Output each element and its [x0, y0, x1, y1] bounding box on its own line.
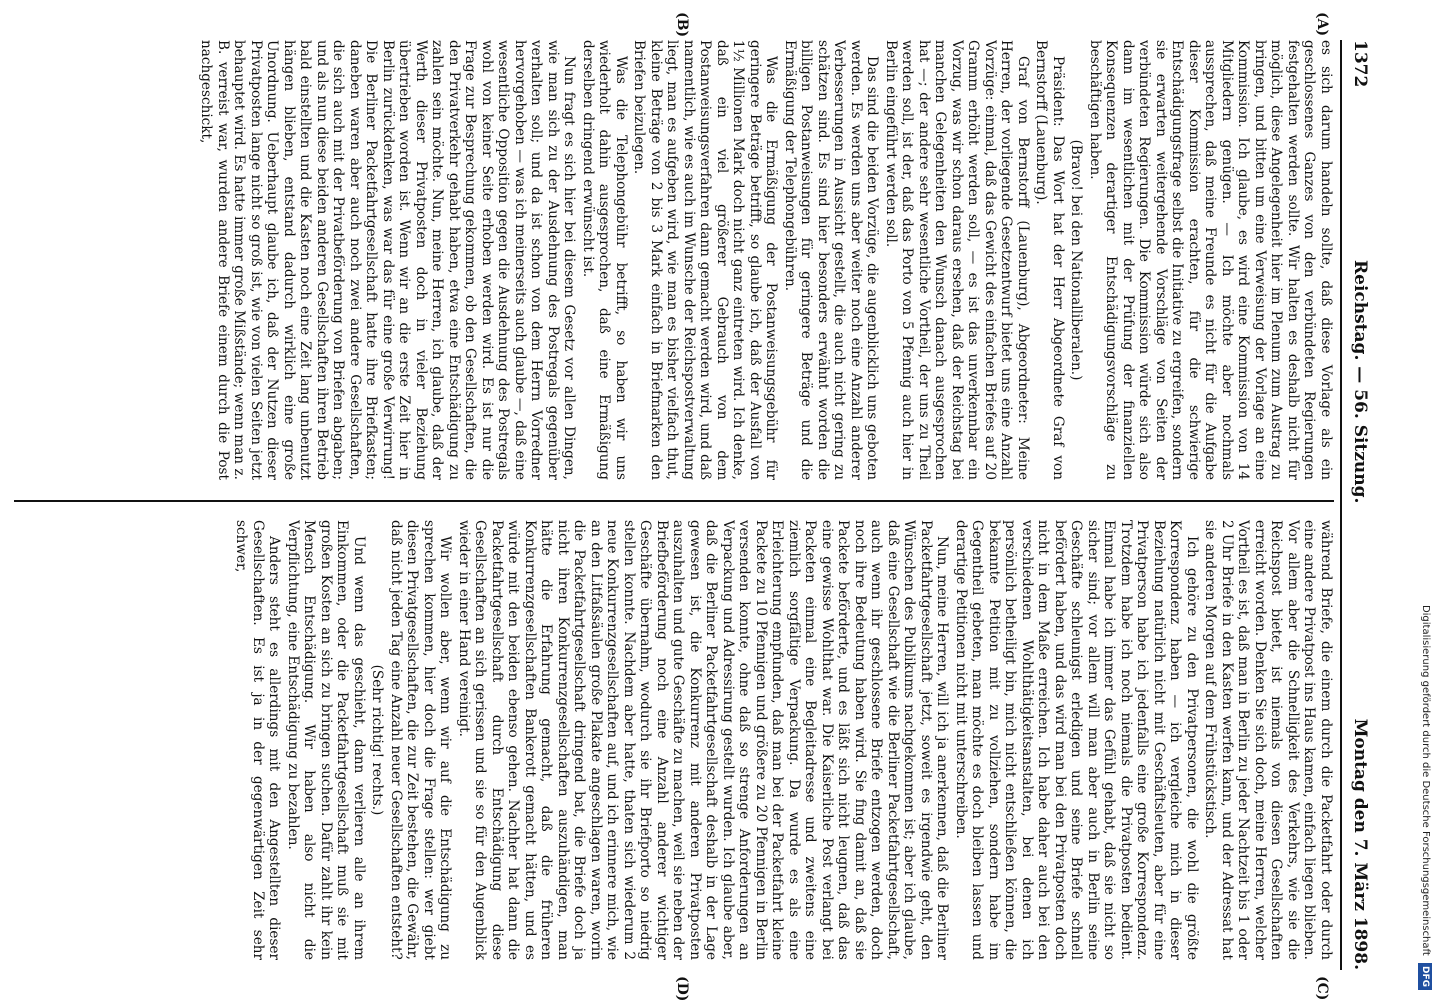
dfg-logo: DFG — [1418, 963, 1432, 990]
digitization-credit — [1418, 10, 1432, 990]
paragraph: Nun, meine Herren, will ich ja anerkennen, daß die Berliner Packetfahrtgesellschaft jetzt, soweit es irgendwie geht, den Wünschen des Publikums nachgekommen ist; aber ich glaube, daß eine Gesellschaft wie die Berliner Packetfahrtgesellschaft, auch wenn ihr geschlossene Briefe entzogen werden, doch noch ihre Bedeutung haben wird. Sie fing damit an, daß sie Packete beförderte, und es läßt sich nicht leugnen, daß das eine gewisse Wohlthat war. Die Kaiserliche Post verlangt bei Packeten einmal eine Begleitadresse und zweitens eine ziemlich sorgfältige Verpackung. Da wurde es als eine Erleichterung empfunden, daß man bei der Packetfahrt kleine Packete zu 10 Pfennigen und größere zu 20 Pfennigen in Berlin versenden konnte, ohne daß so strenge Anforderungen an Verpackung und Adressirung gestellt wurden. Ich glaube aber, daß die Berliner Packetfahrtgesellschaft deshalb in der Lage gewesen ist, die Konkurrenz mit anderen Privatposten auszuhalten und gute Geschäfte zu machen, weil sie neben der Briefbeförderung noch eine Anzahl anderer wichtiger Geschäfte übernahm, wodurch sie ihr Briefporto so niedrig stellen konnte. Nachdem aber hatte, thaten sich wiederum 2 neue Konkurrenzgesellschaften auf, und ich erinnere mich, wie an den Litfaßsäulen große Plakate angeschlagen waren, worin die Packetfahrtgesellschaft dringend bat, die Briefe doch ja nicht ihren Konkurrenzgesellschaften auszuhändigen, man hätte die Erfahrung gemacht, daß die früheren Konkurrenzgesellschaften Bankerott gemacht hätten, und es würde mit den beiden ebenso gehen. Nachher hat dann die Packetfahrtgesellschaft durch Entschädigung diese Gesellschaften an sich gerissen und sie so für den Augenblick wieder in einer Hand vereinigt. — [456, 520, 951, 960]
president-speech: Präsident: Das Wort hat der Herr Abgeordnete Graf von Bernstorff (Lauenburg). — [1033, 40, 1066, 480]
header-session-title: Reichstag. — 56. Sitzung. — [1350, 260, 1370, 504]
header-date: Montag den 7. März 1898. — [1350, 718, 1370, 970]
column-divider — [14, 500, 1334, 502]
paragraph: Das sind die beiden Vorzüge, die augenblicklich uns geboten werden. Es werden uns aber weiter noch eine Anzahl anderer Verbesserungen in Aussicht gestellt, die auch nicht gering zu schätzen sind. Es sind hier besonders erwähnt worden die billigen Postanweisungen für geringere Beträge und die Ermäßigung der Telephongebühren. — [782, 40, 881, 480]
credit-text: Digitalisierung gefördert durch die Deutsche Forschungsgemeinschaft — [1420, 604, 1431, 956]
paragraph: Anders steht es allerdings mit den Angestellten dieser Gesellschaften. Es ist ja in der gegenwärtigen Zeit sehr schwer, — [233, 520, 283, 960]
paragraph: Und wenn das geschieht, dann verlieren alle an ihrem Einkommen, oder die Packetfahrtgesellschaft muß sie mit großen Kosten an sich zu bringen suchen. Dafür zahlt ihr kein Mensch Entschädigung. Wir haben also nicht die Verpflichtung, eine Entschädigung zu bezahlen. — [285, 520, 367, 960]
applause-note: (Bravo! bei den Nationalliberalen.) — [1068, 139, 1085, 381]
paragraph: Nun fragt es sich hier bei diesem Gesetz vor allen Dingen, wie man sich zu der Ausdehnung des Postregals gegenüber verhalten soll; und da ist schon von dem Herrn Vorredner hervorgehoben — was ich meinerseits auch glaube —, daß eine wesentliche Opposition gegen die Ausdehnung des Postregals wohl von keiner Seite erhoben werden wird. Es ist nur die Frage zur Besprechung gekommen, ob den Gesellschaften, die den Privatverkehr gehabt haben, etwa eine Entschädigung zu zahlen sein möchte. Nun, meine Herren, ich glaube, daß der Werth dieser Privatposten doch in vieler Beziehung übertrieben worden ist. Wenn wir an die erste Zeit hier in Berlin zurückdenken, was war das für eine große Verwirrung! Die Berliner Packetfahrtgesellschaft hatte ihre Briefkasten; daneben waren aber auch noch zwei andere Gesellschaften, die sich auch mit der Privatbeförderung von Briefen abgaben; und als nun diese beiden anderen Gesellschaften ihren Betrieb bald einstellten und die Kasten noch eine Zeit lang unbenutzt hängen blieben, entstand dadurch wirklich eine große Unordnung. Ueberhaupt glaube ich, daß der Nutzen dieser Privatposten lange nicht so groß ist, wie von vielen Seiten jetzt behauptet wird. Es hatte immer große Mißstände; wenn man z. B. verreist war, wurden andere Briefe einem durch die Post nachgeschickt, — [198, 40, 578, 480]
paragraph: Was die Telephongebühr betrifft, so haben wir uns wiederholt dahin ausgesprochen, daß eine Ermäßigung derselben dringend erwünscht ist. — [580, 40, 629, 480]
margin-marker-d: (D) — [674, 976, 690, 1001]
paragraph: Ich gehöre zu den Privatpersonen, die wohl die größte Korrespondenz haben — ich vergleiche mich in dieser Beziehung natürlich nicht mit Geschäftsleuten, aber für eine Privatperson habe ich jedenfalls eine große Korrespondenz. Trotzdem habe ich noch niemals die Privatposten bedient. Einmal habe ich immer das Gefühl gehabt, daß sie nicht so sicher sind; vor allem will man aber auch in Berlin seine Geschäfte schleunigst erledigen und seine Briefe schnell befördert haben, und das wird man bei den Privatposten doch nicht in dem Maße erreichen. Ich habe daher auch bei den verschiedenen Wohlthätigkeitsanstalten, bei denen ich persönlich betheiligt bin, mich nicht entschließen können, die bekannte Petition mit zu vollziehen, sondern habe im Gegentheil gebeten, man möchte es doch bleiben lassen und derartige Petitionen nicht mit unterschreiben. — [953, 520, 1200, 960]
speaker-paragraph: Graf von Bernstorff (Lauenburg), Abgeordneter: Meine Herren, der vorliegende Gesetzentwurf bietet uns eine Anzahl Vorzüge: einmal, daß das Gewicht des einfachen Briefes auf 20 Gramm erhöht werden soll, — es ist das unverkennbar ein Vorzug, was wir schon daraus ersehen, daß der Reichstag bei manchen Gelegenheiten den Wunsch danach ausgesprochen hat —; der andere sehr wesentliche Vortheil, der uns zu Theil werden soll, ist der, daß das Porto von 5 Pfennig auch hier in Berlin eingeführt werden soll. — [883, 40, 1031, 480]
interjection-note: (Sehr richtig! rechts.) — [369, 664, 386, 816]
margin-marker-c: (C) — [1314, 976, 1330, 1001]
page-header — [1340, 40, 1378, 970]
left-text-column — [14, 40, 1334, 480]
paragraph: Wir wollen aber, wenn wir auf die Entschädigung zu sprechen kommen, hier doch die Frage stellen: wer giebt diesen Privatgesellschaften, die zur Zeit bestehen, die Gewähr, daß nicht jeden Tag eine Anzahl neuer Gesellschaften entsteht? — [388, 520, 454, 960]
paragraph: während Briefe, die einem durch die Packetfahrt oder durch eine andere Privatpost ins Haus kamen, einfach liegen blieben. Vor allem aber die Schnelligkeit des Verkehrs, wie sie die Reichspost bietet, ist niemals von diesen Gesellschaften erreicht worden. Denken Sie sich doch, meine Herren, welcher Vortheil es ist, daß man in Berlin zu jeder Nachtzeit bis 1 oder 2 Uhr Briefe in den Kasten werfen kann, und der Adressat hat sie anderen Morgen auf dem Frühstückstisch. — [1202, 520, 1334, 960]
paragraph: Was die Ermäßigung der Postanweisungsgebühr für geringere Beträge betrifft, so glaube ich, daß der Ausfall von 1½ Millionen Mark doch nicht ganz eintreten wird. Ich denke, daß ein viel größerer Gebrauch von dem Postanweisungsverfahren dann gemacht werden wird, und daß namentlich, wie es auch im Wunsche der Reichspostverwaltung liegt, man es aufgeben wird, wie man es bisher vielfach thut, kleine Beträge von 2 bis 3 Mark einfach in Briefmarken den Briefen beizulegen. — [631, 40, 780, 480]
right-text-column — [14, 520, 1334, 960]
page-number: 1372 — [1350, 40, 1370, 88]
margin-marker-b: (B) — [674, 12, 690, 38]
paragraph: es sich darum handeln sollte, daß diese Vorlage als ein geschlossenes Ganzes von den verbündeten Regierungen festgehalten werden sollte. Wir halten es deshalb nicht für möglich, diese Angelegenheit hier im Plenum zum Austrag zu bringen, und bitten um eine Verweisung der Vorlage an eine Kommission. Ich glaube, es wird eine Kommission von 14 Mitgliedern genügen. — Ich möchte aber nochmals aussprechen, daß meine Freunde es nicht für die Aufgabe dieser Kommission erachten, für die schwierige Entschädigungsfrage selbst die Initiative zu ergreifen, sondern sie erwarten weitergehende Vorschläge von Seiten der verbündeten Regierungen. Die Kommission würde sich also dann im wesentlichen mit der Prüfung der finanziellen Konsequenzen derartiger Entschädigungsvorschläge zu beschäftigen haben. — [1087, 40, 1334, 480]
margin-marker-a: (A) — [1314, 12, 1330, 37]
